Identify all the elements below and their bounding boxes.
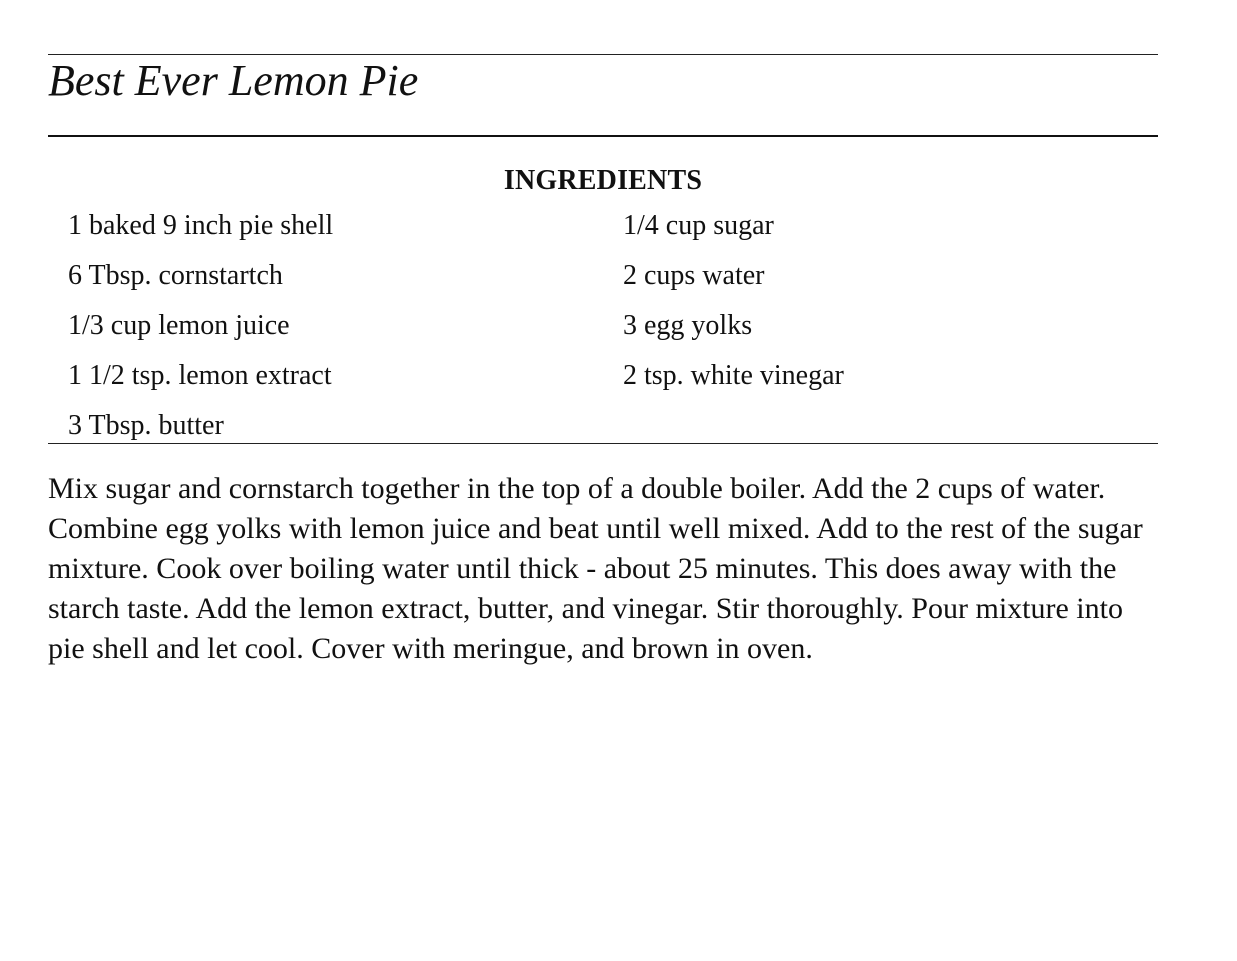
ingredient-item: 3 Tbsp. butter [68, 410, 224, 441]
ingredient-item: 2 tsp. white vinegar [623, 360, 844, 391]
ingredient-item: 1/3 cup lemon juice [68, 310, 290, 341]
ingredient-item: 2 cups water [623, 260, 765, 291]
ingredient-item: 1 baked 9 inch pie shell [68, 210, 334, 241]
directions-text: Mix sugar and cornstarch together in the top of a double boiler. Add the 2 cups of water. Combine egg yolks with lemon juice and beat until well mixed. Add to the rest of the sugar mixture. Cook over boiling water until thick - about 25 minutes. This does away with the starch taste. Add the lemon extract, butter, and vinegar. Stir thoroughly. Pour mixture into pie shell and let cool. Cover with meringue, and brown in oven. [48, 472, 1143, 665]
title-divider [48, 135, 1158, 137]
top-divider [48, 54, 1158, 55]
ingredients-heading: INGREDIENTS [503, 165, 703, 196]
ingredient-item: 1/4 cup sugar [623, 210, 774, 241]
ingredient-item: 6 Tbsp. cornstartch [68, 260, 283, 291]
ingredient-item: 1 1/2 tsp. lemon extract [68, 360, 332, 391]
ingredients-list [48, 209, 1158, 459]
recipe-card [48, 54, 1158, 699]
ingredient-item: 3 egg yolks [623, 310, 753, 341]
recipe-title: Best Ever Lemon Pie [48, 56, 419, 105]
